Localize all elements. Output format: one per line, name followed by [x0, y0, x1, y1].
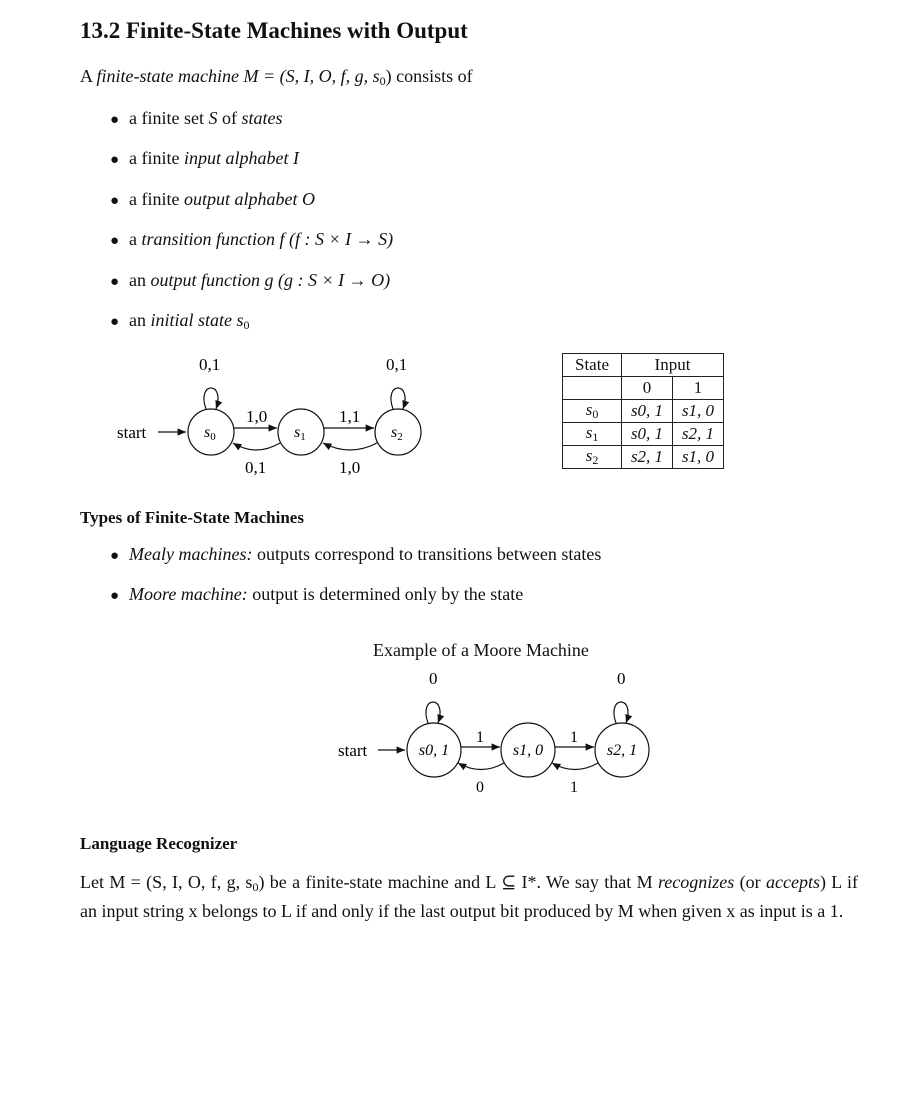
edge-s1-s0: [458, 763, 504, 770]
table-input-0: 0: [622, 377, 673, 400]
self-loop-s2: [391, 388, 405, 409]
mealy-state-diagram: [110, 345, 440, 485]
edge-s2-s1: [323, 443, 377, 450]
list-item: ● a finite input alphabet I: [110, 148, 299, 169]
list-item: ● a transition function f (f : S × I → S): [110, 229, 394, 250]
moore-caption: Example of a Moore Machine: [373, 640, 589, 660]
intro-sentence: A finite-state machine M = (S, I, O, f, g, $s_0$) consists of: [80, 66, 473, 88]
types-list: [110, 544, 601, 624]
table-row: $s_1$ s0, 1 s2, 1: [563, 423, 724, 446]
self-loop-s0-label: 0,1: [199, 355, 221, 374]
component-list: [110, 108, 393, 350]
edge-s1-s0: [233, 443, 280, 450]
list-item: ● a finite set S of states: [110, 108, 283, 128]
self-loop-s2-label: 0,1: [386, 355, 408, 374]
edge-s2-s1: [552, 763, 598, 770]
fsm-term: finite-state machine: [96, 66, 239, 86]
self-loop-s0-label: 0: [429, 669, 438, 688]
self-loop-s2: [614, 702, 628, 723]
list-item: ● Moore machine: output is determined only by the state: [110, 584, 524, 604]
state-s0-label: s0: [204, 424, 216, 443]
list-item: ● an output function g (g : S × I → O): [110, 269, 391, 290]
table-input-1: 1: [673, 377, 724, 400]
table-row: $s_0$ s0, 1 s1, 0: [563, 400, 724, 423]
edge-s1-s0-label: 0,1: [245, 458, 267, 477]
state-table: [562, 353, 724, 469]
self-loop-s0: [426, 702, 440, 723]
list-item: ● a finite output alphabet O: [110, 188, 315, 209]
edge-s0-s1-label: 1: [476, 729, 484, 746]
table-header-state: State: [563, 354, 622, 377]
edge-s2-s1-label: 1,0: [339, 458, 361, 477]
start-label: start: [117, 423, 147, 442]
edge-s1-s2-label: 1: [570, 729, 578, 746]
types-heading: Types of Finite-State Machines: [80, 508, 304, 527]
start-label: start: [338, 741, 368, 760]
table-row: $s_2$ s2, 1 s1, 0: [563, 446, 724, 469]
state-s1-label: s1, 0: [512, 742, 544, 759]
moore-state-diagram: [330, 662, 670, 802]
recognizer-paragraph: Let M = (S, I, O, f, g, $s_0$) be a finite-state machine and L ⊆ I*. We say that M recognizes (or accepts) L if an input string x belongs to L if and only if the last output bit produced by M when given x as input is a 1.: [80, 872, 858, 921]
edge-s0-s1-label: 1,0: [246, 407, 268, 426]
edge-s2-s1-label: 1: [570, 779, 578, 796]
section-title: 13.2 Finite-State Machines with Output: [80, 18, 468, 43]
self-loop-s0: [204, 388, 218, 409]
list-item: ● Mealy machines: outputs correspond to transitions between states: [110, 544, 602, 564]
state-s0-label: s0, 1: [418, 742, 450, 759]
edge-s1-s0-label: 0: [476, 779, 484, 796]
list-item: ● an initial state $s_0$: [110, 309, 250, 332]
recognizer-heading: Language Recognizer: [80, 834, 238, 853]
edge-s1-s2-label: 1,1: [339, 407, 361, 426]
state-s2-label: s2, 1: [606, 742, 638, 759]
state-s1-label: s1: [294, 424, 306, 443]
table-header-input: Input: [622, 354, 724, 377]
self-loop-s2-label: 0: [617, 669, 626, 688]
state-s2-label: s2: [391, 424, 403, 443]
